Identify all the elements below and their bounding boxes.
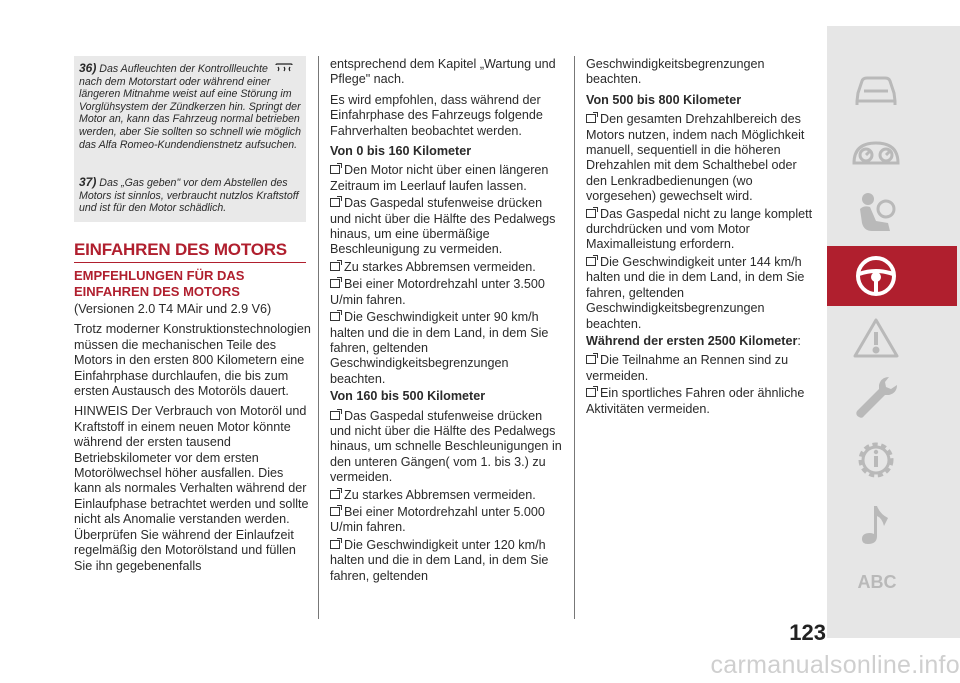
subheading: Während der ersten 2500 Kilometer:: [586, 333, 801, 348]
bullet-icon: [330, 165, 340, 174]
column-divider: [574, 56, 575, 619]
bullet-item: Die Teilnahme an Rennen sind zu vermeiden.: [586, 353, 789, 383]
subsection-heading: EMPFEHLUNGEN FÜR DAS EINFAHREN DES MOTORS: [74, 268, 245, 299]
gear-info-icon[interactable]: [846, 432, 906, 488]
warning-triangle-icon[interactable]: [846, 310, 906, 366]
subheading: Von 500 bis 800 Kilometer: [586, 92, 742, 107]
heading-rule: [74, 262, 306, 263]
bullet-item: Den gesamten Drehzahlbereich des Motors nutzen, indem nach Möglichkeit manuell, sequentiell in die höheren Drehzahlen mit dem Schalthebel oder den Lenkradbedienungen (wo vorgesehen) gewechselt wird.: [586, 112, 805, 204]
watermark: carmanualsonline.info: [710, 651, 960, 679]
bullet-item: Bei einer Motordrehzahl unter 5.000 U/min fahren.: [330, 504, 545, 535]
bullet-icon: [330, 279, 340, 288]
column-1: [74, 302, 314, 579]
bullet-item: Das Gaspedal stufenweise drücken und nicht über die Hälfte des Pedalwegs hinaus, um eine übermäßige Beschleunigung zu vermeiden.: [330, 196, 556, 257]
note-text: Das Aufleuchten der Kontrollleuchte: [99, 63, 268, 75]
bullet-icon: [330, 540, 340, 549]
dashboard-icon[interactable]: [846, 126, 906, 182]
bullet-item: Bei einer Motordrehzahl unter 3.500 U/min fahren.: [330, 277, 545, 307]
bullet-icon: [586, 355, 596, 364]
wrench-icon[interactable]: [846, 370, 906, 426]
subheading: Von 0 bis 160 Kilometer: [330, 144, 472, 159]
paragraph: entsprechend dem Kapitel „Wartung und Pflege" nach.: [330, 57, 556, 87]
note-37: [79, 176, 305, 215]
note-number: 37): [79, 175, 97, 189]
note-number: 36): [79, 61, 97, 75]
section-heading: EINFAHREN DES MOTORS: [74, 240, 287, 259]
bullet-icon: [330, 490, 340, 499]
column-2: [330, 57, 565, 586]
note-text-cont: nach dem Motorstart oder während einer längeren Mitnahme weist auf eine Störung im Vorglühsystem der Zündkerzen hin. Springt der Motor an, kann das Fahrzeug normal betrieben werden, aber Sie sollten so schnell wie möglich das Alfa Romeo-Kundendienstnetz aufsuchen.: [79, 75, 301, 151]
bullet-icon: [586, 257, 596, 266]
bullet-icon: [330, 411, 340, 420]
bullet-item: Zu starkes Abbremsen vermeiden.: [330, 488, 565, 503]
subheading: Von 160 bis 500 Kilometer: [330, 389, 486, 404]
bullet-item: Die Geschwindigkeit unter 144 km/h halten und die in dem Land, in dem Sie fahren, geltenden Geschwindigkeitsbegrenzungen beachten.: [586, 254, 805, 331]
bullet-icon: [586, 114, 596, 123]
paragraph: Es wird empfohlen, dass während der Einfahrphase des Fahrzeugs folgende Fahrverhalten beobachtet werden.: [330, 92, 543, 138]
note-36: [79, 62, 305, 151]
bullet-icon: [586, 388, 596, 397]
note-text: Das „Gas geben" vor dem Abstellen des Motors ist sinnlos, verbraucht nutzlos Kraftstoff und ist für den Motor schädlich.: [79, 177, 299, 215]
bullet-icon: [330, 312, 340, 321]
steering-wheel-icon[interactable]: [846, 248, 906, 304]
bullet-icon: [330, 262, 340, 271]
index-abc-label[interactable]: ABC: [857, 572, 897, 592]
column-divider: [318, 56, 319, 619]
bullet-item: Das Gaspedal stufenweise drücken und nicht über die Hälfte des Pedalwegs hinaus, um schnelle Beschleunigungen in den unteren Gängen( vom 1. bis 3.) zu vermeiden.: [330, 408, 562, 485]
paragraph: HINWEIS Der Verbrauch von Motoröl und Kraftstoff in einem neuen Motor könnte während der ersten tausend Betriebskilometer vor dem ersten Motorölwechsel höher ausfallen. Dies kann als normales Verhalten während der Einlaufphase betrachtet werden und sollte nicht als Anomalie verstanden werden. Überprüfen Sie während der Einlaufzeit regelmäßig den Motorölstand und füllen Sie ihn gegebenenfalls: [74, 404, 309, 573]
paragraph: (Versionen 2.0 T4 MAir und 2.9 V6): [74, 302, 272, 316]
bullet-icon: [586, 209, 596, 218]
bullet-item: Den Motor nicht über einen längeren Zeitraum im Leerlauf laufen lassen.: [330, 163, 549, 193]
bullet-icon: [330, 507, 340, 516]
airbag-icon[interactable]: [846, 186, 906, 242]
bullet-item: Ein sportliches Fahren oder ähnliche Aktivitäten vermeiden.: [586, 386, 805, 416]
paragraph: Geschwindigkeitsbegrenzungen beachten.: [586, 57, 765, 87]
car-icon[interactable]: [846, 62, 906, 118]
column-3: [586, 57, 821, 419]
bullet-item: Die Geschwindigkeit unter 120 km/h halten und die in dem Land, in dem Sie fahren, geltenden: [330, 537, 549, 583]
paragraph: Trotz moderner Konstruktionstechnologien müssen die mechanischen Teile des Motors in den ersten 800 Kilometern eine Einfahrphase durchlaufen, die bis zum ersten Austausch des Motoröls dauert.: [74, 322, 311, 399]
glow-plug-warning-icon: [275, 63, 293, 74]
bullet-icon: [330, 198, 340, 207]
music-note-icon[interactable]: [846, 496, 906, 552]
page-number: 123: [789, 620, 826, 645]
bullet-item: Das Gaspedal nicht zu lange komplett durchdrücken und vom Motor Maximalleistung erfordern.: [586, 206, 813, 252]
bullet-item: Zu starkes Abbremsen vermeiden.: [330, 260, 565, 275]
bullet-item: Die Geschwindigkeit unter 90 km/h halten und die in dem Land, in dem Sie fahren, geltenden Geschwindigkeitsbegrenzungen beachten.: [330, 310, 549, 386]
